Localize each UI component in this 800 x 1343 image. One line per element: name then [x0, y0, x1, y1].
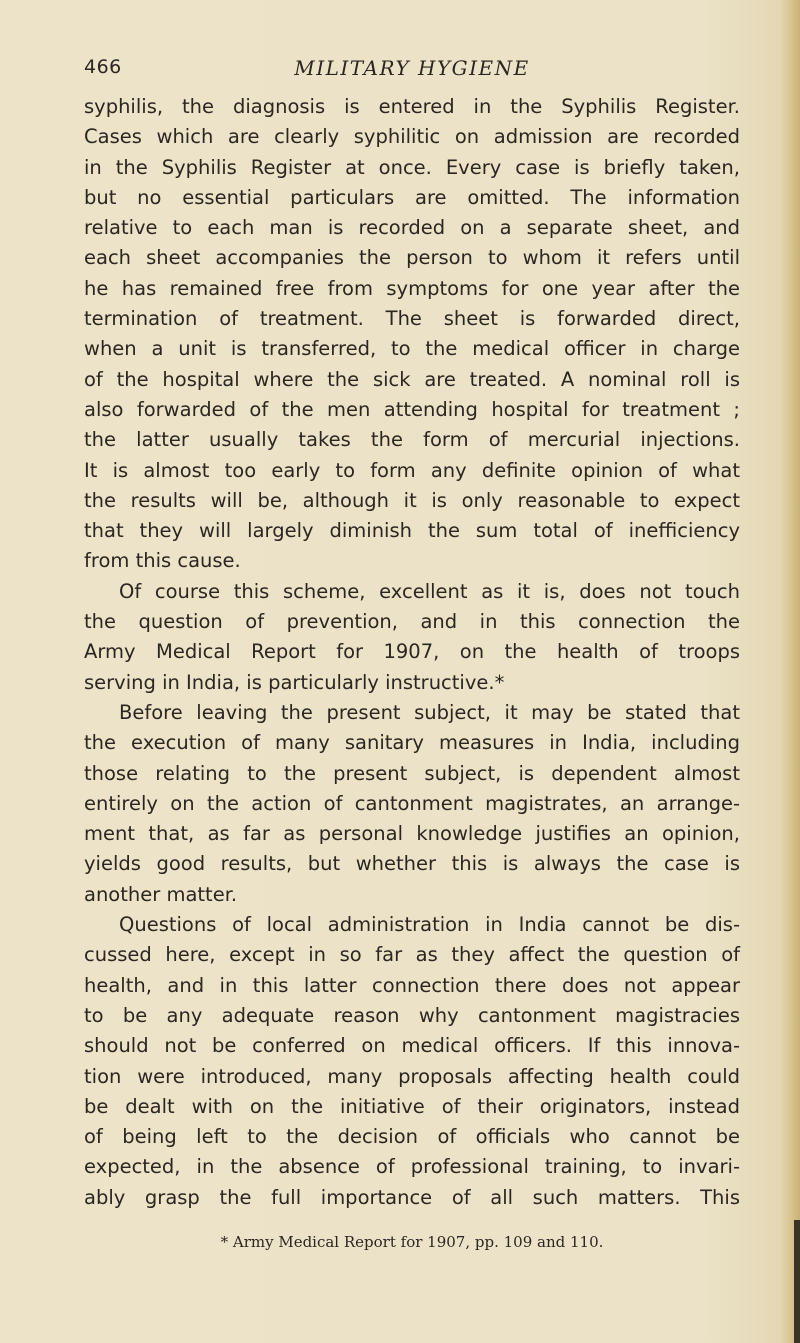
text-line: but no essential particulars are omitted. The information: [84, 185, 740, 209]
footnote: * Army Medical Report for 1907, pp. 109 and 110.: [220, 1233, 604, 1251]
text-line: termination of treatment. The sheet is forwarded direct,: [84, 307, 740, 331]
text-line: another matter.: [84, 882, 238, 906]
text-line: of the hospital where the sick are treated. A nominal roll is: [84, 367, 740, 391]
page-number: 466: [84, 56, 122, 78]
text-line: also forwarded of the men attending hospital for treatment ;: [84, 397, 740, 421]
text-line: relative to each man is recorded on a separate sheet, and: [84, 216, 740, 240]
text-line: entirely on the action of cantonment magistrates, an arrange-: [84, 791, 740, 815]
text-line: syphilis, the diagnosis is entered in the Syphilis Register.: [84, 95, 740, 118]
text-line: in the Syphilis Register at once. Every case is briefly taken,: [84, 155, 740, 179]
text-line: when a unit is transferred, to the medical officer in charge: [84, 337, 740, 361]
text-line: the question of prevention, and in this connection the: [84, 610, 740, 634]
text-line: Cases which are clearly syphilitic on admission are recorded: [84, 125, 740, 149]
text-line: ment that, as far as personal knowledge justifies an opinion,: [84, 822, 740, 846]
text-line: be dealt with on the initiative of their originators, instead: [84, 1094, 740, 1118]
text-line: yields good results, but whether this is always the case is: [84, 852, 740, 876]
page-edge-shadow: [794, 1220, 800, 1343]
text-line: that they will largely diminish the sum total of inefficiency: [84, 519, 740, 543]
text-line: expected, in the absence of professional training, to invari-: [84, 1155, 740, 1179]
text-line: Questions of local administration in India cannot be dis-: [119, 913, 740, 937]
text-line: health, and in this latter connection there does not appear: [84, 973, 740, 997]
text-line: he has remained free from symptoms for one year after the: [84, 276, 740, 300]
body-text: [84, 92, 740, 1213]
text-line: It is almost too early to form any definite opinion of what: [84, 458, 740, 482]
text-line: of being left to the decision of officials who cannot be: [84, 1125, 740, 1149]
text-line: those relating to the present subject, is dependent almost: [84, 761, 740, 785]
text-line: Of course this scheme, excellent as it is, does not touch: [119, 579, 740, 603]
text-line: ably grasp the full importance of all such matters. This: [84, 1185, 740, 1209]
text-line: cussed here, except in so far as they affect the question of: [84, 943, 740, 967]
text-line: to be any adequate reason why cantonment magistracies: [84, 1003, 740, 1027]
running-head: MILITARY HYGIENE: [294, 56, 530, 80]
text-line: serving in India, is particularly instructive.*: [84, 670, 505, 694]
text-line: from this cause.: [84, 549, 241, 573]
text-line: the latter usually takes the form of mercurial injections.: [84, 428, 740, 452]
text-line: the execution of many sanitary measures in India, including: [84, 731, 740, 755]
text-line: should not be conferred on medical officers. If this innova-: [84, 1034, 740, 1058]
page-header: [84, 56, 740, 92]
text-line: each sheet accompanies the person to whom it refers until: [84, 246, 740, 270]
text-line: tion were introduced, many proposals affecting health could: [84, 1064, 740, 1088]
page-edge: [778, 0, 800, 1343]
text-line: Before leaving the present subject, it may be stated that: [119, 700, 740, 724]
text-line: Army Medical Report for 1907, on the health of troops: [84, 640, 740, 664]
text-line: the results will be, although it is only reasonable to expect: [84, 488, 740, 512]
